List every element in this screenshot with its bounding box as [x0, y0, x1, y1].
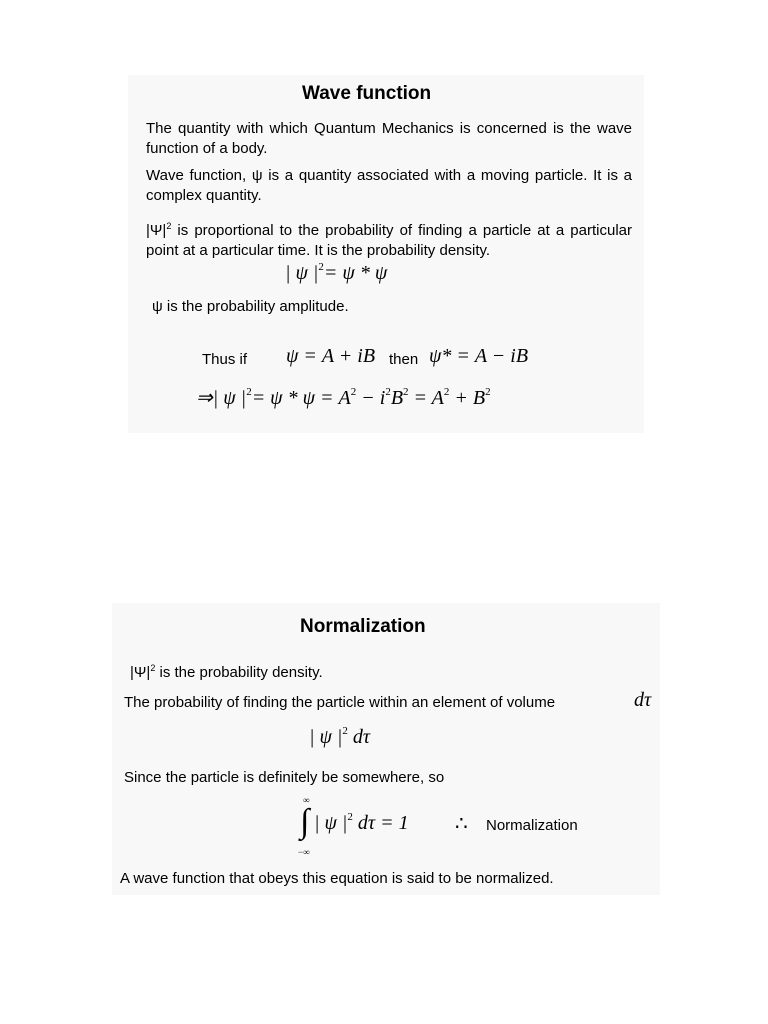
eq-exponent: 2: [350, 386, 357, 398]
eq-part: + B: [449, 387, 486, 409]
psi-magnitude-symbol: |Ψ|: [146, 222, 167, 239]
equation-probability-element: [309, 725, 370, 749]
psi-magnitude-symbol: |Ψ|: [130, 664, 151, 681]
eq-part: = ψ * ψ = A: [251, 387, 351, 409]
integral-lower-limit: −∞: [298, 847, 310, 857]
paragraph-wave-function: Wave function, ψ is a quantity associated with a moving particle. It is a complex quantity.: [146, 167, 632, 204]
eq-rhs: dτ = 1: [352, 812, 409, 834]
eq-part: − i: [356, 387, 386, 409]
slide-title: Wave function: [302, 83, 432, 104]
exponent: 2: [166, 221, 172, 231]
wave-function-slide: [128, 75, 644, 433]
dtau-text: dτ: [634, 689, 652, 711]
line-normalized: A wave function that obeys this equation is said to be normalized.: [120, 870, 554, 887]
equation-psi: [286, 345, 375, 368]
then-label: then: [389, 351, 419, 368]
therefore-icon: ∴: [455, 813, 468, 835]
equation-normalization: [314, 811, 409, 835]
eq-exponent: 2: [443, 386, 450, 398]
normalization-slide: [112, 603, 660, 895]
equation-expansion: [196, 385, 491, 410]
line-probability-density: [130, 658, 323, 683]
paragraph-amplitude: ψ is the probability amplitude.: [152, 298, 349, 315]
eq-part: ⇒| ψ |: [196, 387, 247, 409]
eq-lhs: | ψ |: [309, 726, 343, 748]
eq-exponent: 2: [318, 261, 324, 273]
equation-psi-text: ψ = A + iB: [286, 345, 376, 367]
eq-exponent: 2: [347, 811, 353, 823]
eq-exponent: 2: [485, 386, 491, 398]
paragraph-probability: [146, 216, 632, 261]
line-somewhere: Since the particle is definitely be somewhere, so: [124, 769, 445, 786]
paragraph-text: is proportional to the probability of finding a particle at a particular point at a particular time. It is the probability density.: [146, 222, 632, 259]
equation-probability-density: [285, 261, 387, 285]
eq-exponent: 2: [342, 725, 348, 737]
normalization-label: Normalization: [486, 817, 578, 834]
eq-part: = A: [408, 387, 444, 409]
exponent: 2: [150, 663, 156, 673]
integral-icon: ∫: [300, 803, 310, 840]
paragraph-quantity: The quantity with which Quantum Mechanics is concerned is the wave function of a body.: [146, 120, 632, 157]
eq-exponent: 2: [246, 386, 252, 398]
eq-exponent: 2: [385, 386, 391, 398]
thus-if-label: Thus if: [202, 351, 248, 368]
line-volume-element: The probability of finding the particle within an element of volume: [124, 694, 556, 711]
line-text: is the probability density.: [155, 664, 323, 681]
slide-title: Normalization: [300, 616, 426, 637]
integral-upper-limit: ∞: [303, 795, 310, 805]
equation-psi-conjugate-text: ψ* = A − iB: [429, 345, 529, 367]
eq-lhs: | ψ |: [285, 262, 319, 284]
eq-part: B: [390, 387, 404, 409]
eq-lhs: | ψ |: [314, 812, 348, 834]
eq-rhs: = ψ * ψ: [323, 262, 388, 284]
eq-exponent: 2: [403, 386, 409, 398]
dtau-symbol: [634, 689, 651, 712]
equation-psi-conjugate: [429, 345, 528, 368]
eq-rhs: dτ: [347, 726, 371, 748]
